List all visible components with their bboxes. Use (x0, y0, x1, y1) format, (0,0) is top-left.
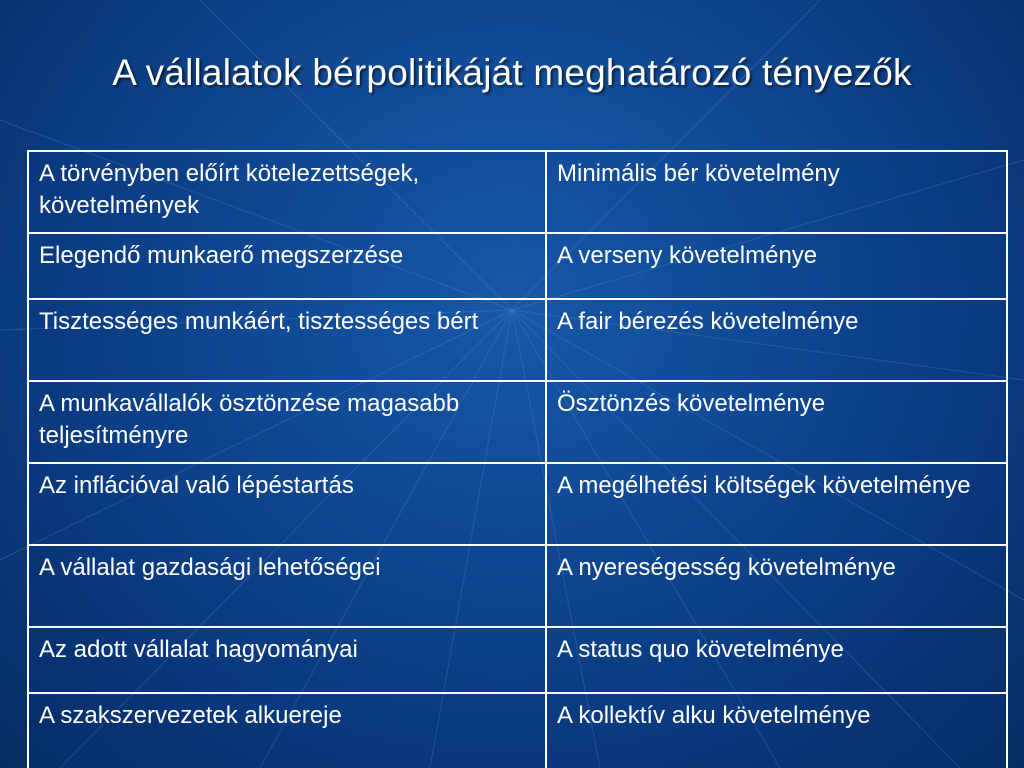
requirement-cell: Minimális bér követelmény (546, 151, 1007, 233)
factor-cell: A törvényben előírt kötelezettségek, követelmények (28, 151, 546, 233)
table-row (28, 233, 1007, 299)
factor-cell: Az inflációval való lépéstartás (28, 463, 546, 545)
table-row (28, 463, 1007, 545)
requirement-cell: A nyereségesség követelménye (546, 545, 1007, 627)
factor-cell: A szakszervezetek alkuereje (28, 693, 546, 768)
table-row (28, 545, 1007, 627)
requirement-cell: A status quo követelménye (546, 627, 1007, 693)
requirement-cell: Ösztönzés követelménye (546, 381, 1007, 463)
requirement-cell: A kollektív alku követelménye (546, 693, 1007, 768)
factor-cell: A vállalat gazdasági lehetőségei (28, 545, 546, 627)
factor-cell: Elegendő munkaerő megszerzése (28, 233, 546, 299)
factor-cell: A munkavállalók ösztönzése magasabb teljesítményre (28, 381, 546, 463)
table-row (28, 381, 1007, 463)
requirement-cell: A verseny követelménye (546, 233, 1007, 299)
table-row (28, 299, 1007, 381)
factor-cell: Tisztességes munkáért, tisztességes bért (28, 299, 546, 381)
table-row (28, 627, 1007, 693)
table-row (28, 693, 1007, 768)
requirement-cell: A megélhetési költségek követelménye (546, 463, 1007, 545)
slide-title: A vállalatok bérpolitikáját meghatározó tényezők (112, 52, 912, 93)
requirement-cell: A fair bérezés követelménye (546, 299, 1007, 381)
table-row (28, 151, 1007, 233)
factors-table-container (27, 150, 1005, 768)
factor-cell: Az adott vállalat hagyományai (28, 627, 546, 693)
factors-table (27, 150, 1008, 768)
